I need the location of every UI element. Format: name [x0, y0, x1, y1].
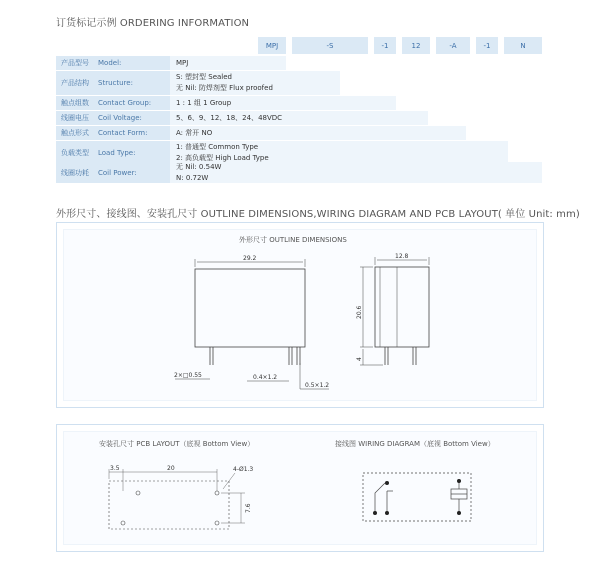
row-label-zh: 产品结构 [61, 79, 89, 87]
relay-side-body [375, 267, 429, 347]
wiring-outline [363, 473, 471, 521]
wiring-terminal [457, 479, 461, 483]
row-value: 2: 高负载型 High Load Type [176, 154, 269, 162]
row-value: 无 Nil: 0.54W [176, 162, 222, 171]
row-coil-voltage [56, 111, 428, 125]
row-label-en: Model: [98, 59, 122, 67]
code-model: MPJ [258, 37, 286, 54]
code-contact-form: -A [436, 37, 470, 54]
row-label-en: Load Type: [98, 149, 136, 157]
row-coil-power [56, 162, 542, 183]
row-label-zh: 负载类型 [61, 149, 89, 157]
wiring-terminal [373, 511, 377, 515]
row-label-en: Contact Group: [98, 99, 152, 107]
relay-front-body [195, 269, 305, 347]
pcb-hole [215, 521, 219, 525]
pcb-dim-holes: 4-Ø1.3 [233, 466, 254, 473]
pcb-dim-a: 3.5 [110, 465, 120, 472]
row-value: 1 : 1 组 1 Group [176, 98, 232, 107]
pcb-hole [136, 491, 140, 495]
row-label-en: Coil Voltage: [98, 114, 142, 122]
row-structure [56, 71, 340, 95]
row-label-zh: 线圈功耗 [61, 168, 89, 177]
dim-pin-b: 0.4×1.2 [253, 374, 278, 381]
dim-pin-a: 2×□0.55 [174, 372, 202, 379]
code-load-type: -1 [476, 37, 498, 54]
pcb-title: 安装孔尺寸 PCB LAYOUT（底视 Bottom View） [99, 440, 255, 448]
outline-section-title: 外形尺寸、接线图、安装孔尺寸 OUTLINE DIMENSIONS,WIRING DIAGRAM AND PCB LAYOUT( 单位 Unit: mm) [56, 209, 580, 220]
dim-pin-length: 4 [356, 357, 363, 361]
pcb-dim-c: 7.6 [245, 503, 252, 513]
row-value: N: 0.72W [176, 173, 209, 182]
row-label-en: Contact Form: [98, 129, 148, 137]
row-value: 无 Nil: 防焊剂型 Flux proofed [176, 84, 273, 92]
dim-width: 12.8 [395, 253, 409, 260]
row-label-zh: 产品型号 [61, 59, 89, 67]
row-label-en: Structure: [98, 79, 133, 87]
row-label-zh: 触点形式 [61, 129, 89, 137]
row-contact-form [56, 126, 466, 140]
pcb-wiring-drawing [57, 425, 545, 553]
outline-drawing [57, 223, 545, 409]
wiring-title: 接线图 WIRING DIAGRAM（底视 Bottom View） [335, 440, 495, 448]
pcb-outline [109, 481, 229, 529]
code-coil-power: N [504, 37, 542, 54]
row-value: 1: 普通型 Common Type [176, 143, 259, 151]
row-model [56, 56, 286, 70]
row-value: 5、6、9、12、18、24、48VDC [176, 113, 283, 122]
dim-length: 29.2 [243, 255, 257, 262]
pcb-hole [215, 491, 219, 495]
row-label-zh: 触点组数 [61, 99, 89, 107]
row-value: MPJ [176, 58, 189, 67]
order-code-row [258, 37, 542, 54]
ordering-title: 订货标记示例 ORDERING INFORMATION [56, 18, 250, 29]
row-value: A: 常开 NO [176, 128, 213, 137]
dim-pin-c: 0.5×1.2 [305, 382, 330, 389]
wiring-terminal [385, 481, 389, 485]
pcb-wiring-panel [56, 424, 544, 552]
pcb-dim-b: 20 [167, 465, 175, 472]
row-contact-group [56, 96, 396, 110]
row-value: S: 塑封型 Sealed [176, 73, 232, 81]
wiring-terminal [385, 511, 389, 515]
code-contact-group: -1 [374, 37, 396, 54]
code-coil-voltage: 12 [402, 37, 430, 54]
outline-panel-title: 外形尺寸 OUTLINE DIMENSIONS [239, 236, 347, 244]
code-structure: -S [292, 37, 368, 54]
outline-panel [56, 222, 544, 408]
row-label-en: Coil Power: [98, 168, 137, 177]
dim-height: 20.6 [356, 305, 363, 319]
wiring-terminal [457, 511, 461, 515]
pcb-hole [121, 521, 125, 525]
row-label-zh: 线圈电压 [61, 114, 89, 122]
